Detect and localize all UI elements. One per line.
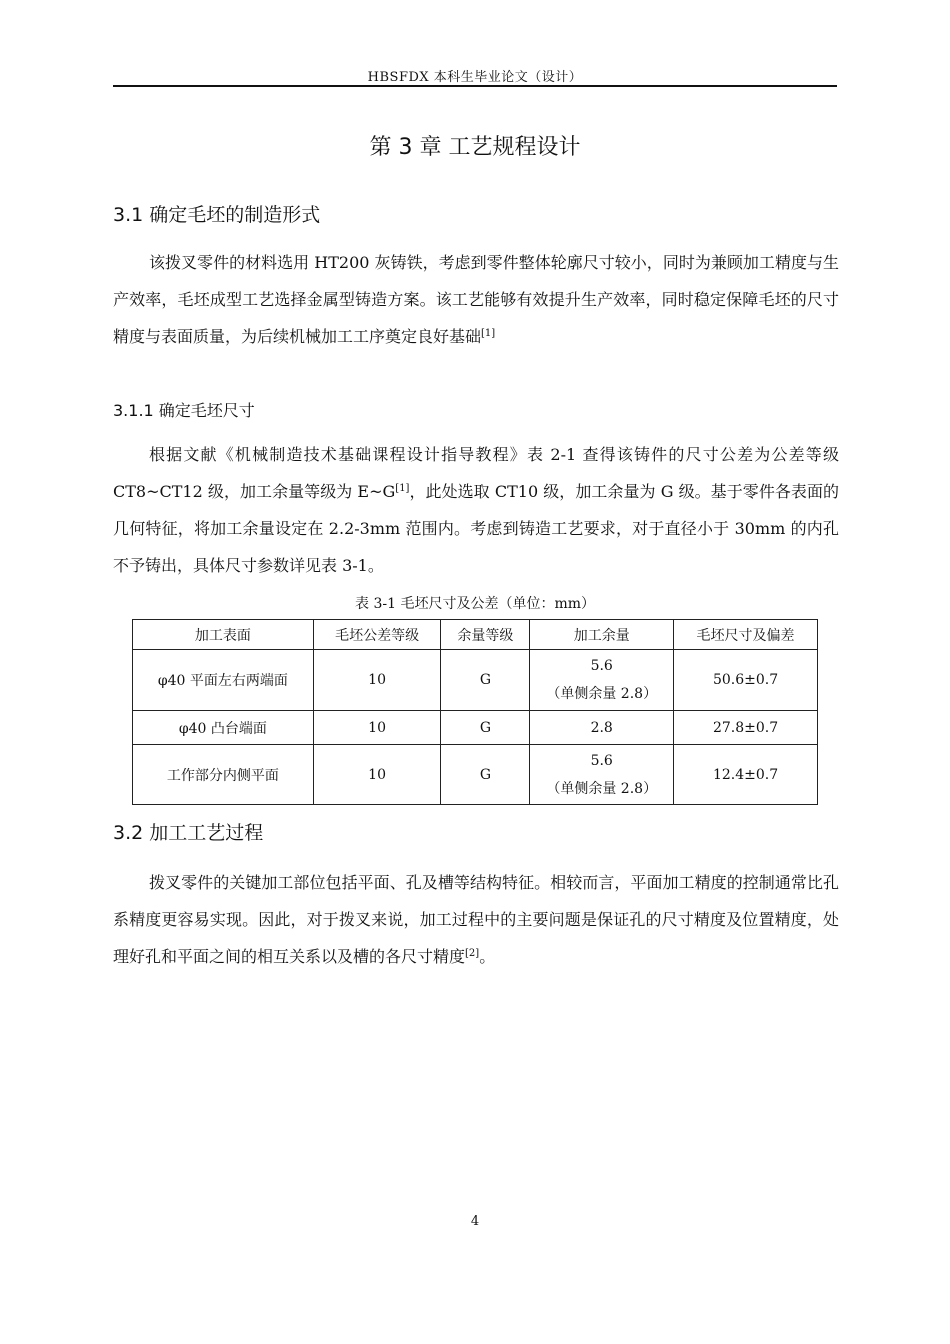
table-cell: 27.8±0.7 [674,711,818,745]
citation-ref[interactable]: [1] [395,483,410,494]
header-divider [113,85,837,87]
allowance-value: 5.6 [590,752,613,769]
section-3-1-1-text-part2: ，此处选取 CT10 级，加工余量为 G 级。基于零件各表面的几何特征，将加工余量设定在 2.2-3mm 范围内。考虑到铸造工艺要求，对于直径小于 30mm 的内孔不予铸出，具体尺寸参数详见表 3-1。 [113,482,839,575]
table-cell: G [441,650,530,711]
section-3-2-heading: 3.2 加工工艺过程 [113,822,264,844]
table-cell: 10 [313,745,441,805]
citation-ref[interactable]: [2] [465,948,480,959]
table-cell: 12.4±0.7 [674,745,818,805]
section-3-2-paragraph [113,864,839,975]
section-3-1-paragraph [113,244,839,355]
section-3-1-1-text-part1: 根据文献《机械制造技术基础课程设计指导教程》表 2-1 查得该铸件的尺寸公差为公差等级 CT8~CT12 级，加工余量等级为 E~G [113,445,839,501]
table-header-cell: 加工表面 [133,620,314,650]
citation-ref[interactable]: [1] [481,328,496,339]
section-3-1-1-paragraph [113,436,839,584]
allowance-note: （单侧余量 2.8） [546,686,658,702]
table-caption: 表 3-1 毛坯尺寸及公差（单位：mm） [355,596,595,612]
table-cell [530,650,674,711]
table-header-cell: 加工余量 [530,620,674,650]
table-cell: φ40 平面左右两端面 [133,650,314,711]
table-header-cell: 毛坯尺寸及偏差 [674,620,818,650]
table-cell: G [441,745,530,805]
section-3-1-1-heading: 3.1.1 确定毛坯尺寸 [113,401,255,420]
table-row [133,650,818,711]
table-cell: 10 [313,711,441,745]
table-header-cell: 余量等级 [441,620,530,650]
chapter-title: 第 3 章 工艺规程设计 [369,135,581,160]
table-cell: 50.6±0.7 [674,650,818,711]
section-3-2-text: 拨叉零件的关键加工部位包括平面、孔及槽等结构特征。相较而言，平面加工精度的控制通常比孔系精度更容易实现。因此，对于拨叉来说，加工过程中的主要问题是保证孔的尺寸精度及位置精度，处理好孔和平面之间的相互关系以及槽的各尺寸精度 [113,873,839,966]
table-header-cell: 毛坯公差等级 [313,620,441,650]
table-row [133,711,818,745]
page-number: 4 [470,1214,480,1229]
allowance-note: （单侧余量 2.8） [546,780,658,797]
table-row [133,745,818,805]
table-cell: φ40 凸台端面 [133,711,314,745]
allowance-value: 5.6 [590,658,613,674]
table-cell: G [441,711,530,745]
section-3-1-text: 该拨叉零件的材料选用 HT200 灰铸铁，考虑到零件整体轮廓尺寸较小，同时为兼顾加工精度与生产效率，毛坯成型工艺选择金属型铸造方案。该工艺能够有效提升生产效率，同时稳定保障毛坯的尺寸精度与表面质量，为后续机械加工工序奠定良好基础 [113,253,839,346]
table-cell: 10 [313,650,441,711]
table-cell: 工作部分内侧平面 [133,745,314,805]
section-3-2-tail: 。 [479,947,496,966]
table-cell: 2.8 [530,711,674,745]
section-3-1-heading: 3.1 确定毛坯的制造形式 [113,204,321,226]
table-cell [530,745,674,805]
blank-size-table [132,619,818,805]
table-header-row [133,620,818,650]
running-header: HBSFDX 本科生毕业论文（设计） [367,70,583,85]
